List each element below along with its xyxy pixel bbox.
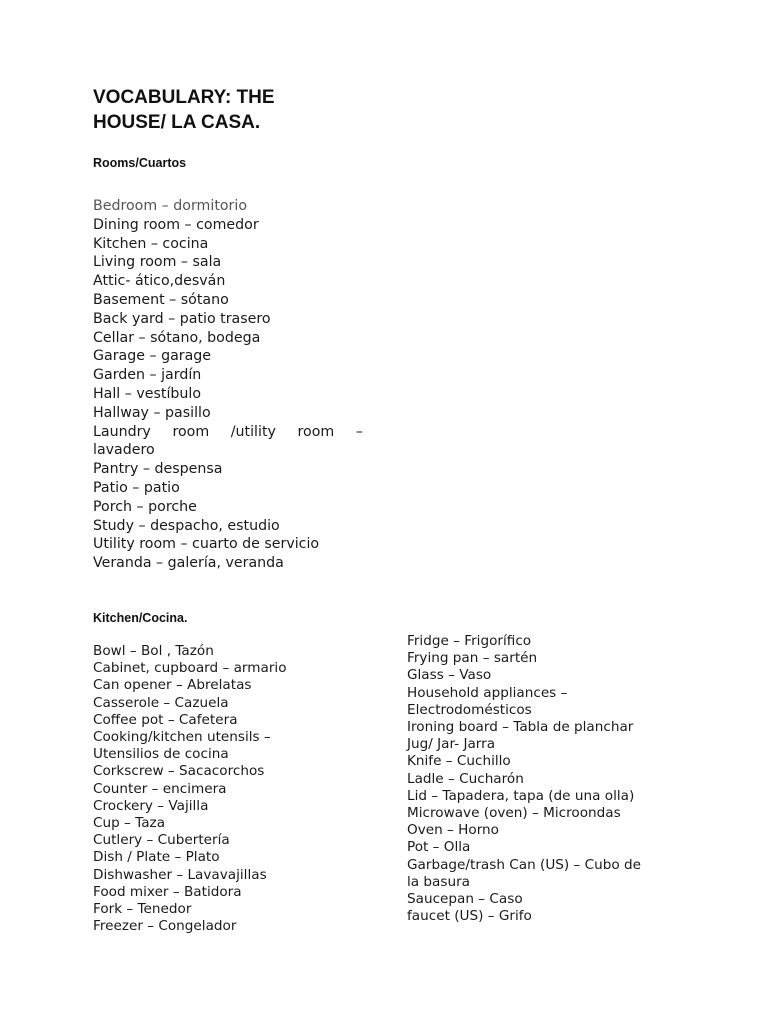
list-item: Dining room – comedor (93, 216, 259, 233)
list-item: Coffee pot – Cafetera (93, 711, 238, 728)
list-item: Electrodomésticos (407, 701, 532, 718)
laundry-word: room (172, 423, 210, 440)
list-item: Kitchen – cocina (93, 235, 209, 252)
list-item: Veranda – galería, veranda (93, 555, 284, 572)
list-item: Study – despacho, estudio (93, 517, 280, 534)
list-item: Counter – encimera (93, 780, 227, 797)
list-item: Pantry – despensa (93, 461, 223, 478)
list-item: Crockery – Vajilla (93, 797, 209, 814)
laundry-word: – (355, 423, 363, 440)
list-item: Porch – porche (93, 498, 197, 515)
list-item: Pot – Olla (407, 839, 471, 856)
list-item: la basura (407, 873, 471, 890)
laundry-word: Laundry (93, 423, 151, 440)
kitchen-list-left (93, 643, 393, 935)
list-item: Cabinet, cupboard – armario (93, 660, 287, 677)
list-item: Frying pan – sartén (407, 650, 538, 667)
list-item: Glass – Vaso (407, 667, 492, 684)
list-item: Ladle – Cucharón (407, 770, 524, 787)
list-item: Cup – Taza (93, 815, 166, 832)
list-item: Hall – vestíbulo (93, 385, 201, 402)
page-title (93, 85, 393, 135)
list-item: Oven – Horno (407, 822, 499, 839)
list-item: Basement – sótano (93, 291, 229, 308)
list-item: faucet (US) – Grifo (407, 908, 532, 925)
list-item: Dish / Plate – Plato (93, 849, 220, 866)
list-item: Cooking/kitchen utensils – (93, 729, 271, 746)
list-item: Back yard – patio trasero (93, 310, 271, 327)
list-item: Fridge – Frigorífico (407, 633, 532, 649)
list-item: Utility room – cuarto de servicio (93, 536, 320, 553)
laundry-word: /utility (230, 423, 276, 440)
list-item: Household appliances – (407, 684, 568, 701)
list-item: Patio – patio (93, 479, 180, 496)
list-item: Corkscrew – Sacacorchos (93, 763, 265, 780)
list-item: Bedroom – dormitorio (93, 198, 248, 214)
kitchen-list-right (407, 633, 677, 925)
list-item: Saucepan – Caso (407, 891, 523, 908)
list-item-laundry (93, 423, 363, 442)
list-item: Cutlery – Cubertería (93, 832, 230, 849)
rooms-list (93, 197, 363, 573)
list-item: Hallway – pasillo (93, 404, 211, 421)
list-item: Dishwasher – Lavavajillas (93, 866, 267, 883)
list-item: Garage – garage (93, 348, 212, 365)
list-item: Casserole – Cazuela (93, 694, 229, 711)
rooms-heading: Rooms/Cuartos (93, 156, 187, 170)
laundry-word: room (297, 423, 335, 440)
list-item: Living room – sala (93, 254, 222, 271)
list-item: Freezer – Congelador (93, 918, 237, 935)
list-item: Microwave (oven) – Microondas (407, 805, 621, 822)
title-line-1: VOCABULARY: THE (93, 87, 275, 108)
list-item: Cellar – sótano, bodega (93, 329, 261, 346)
list-item: Utensilios de cocina (93, 746, 229, 763)
list-item: Food mixer – Batidora (93, 883, 242, 900)
list-item: Bowl – Bol , Tazón (93, 643, 214, 659)
list-item: Ironing board – Tabla de planchar (407, 719, 634, 736)
list-item: Knife – Cuchillo (407, 753, 511, 770)
list-item: Lid – Tapadera, tapa (de una olla) (407, 787, 635, 804)
list-item: Attic- ático,desván (93, 273, 226, 290)
list-item: Garden – jardín (93, 367, 202, 384)
list-item: Garbage/trash Can (US) – Cubo de (407, 856, 642, 873)
list-item: lavadero (93, 442, 155, 459)
list-item: Fork – Tenedor (93, 901, 192, 918)
list-item: Jug/ Jar- Jarra (407, 736, 496, 753)
kitchen-heading: Kitchen/Cocina. (93, 611, 188, 625)
list-item: Can opener – Abrelatas (93, 677, 252, 694)
title-line-2: HOUSE/ LA CASA. (93, 112, 261, 133)
